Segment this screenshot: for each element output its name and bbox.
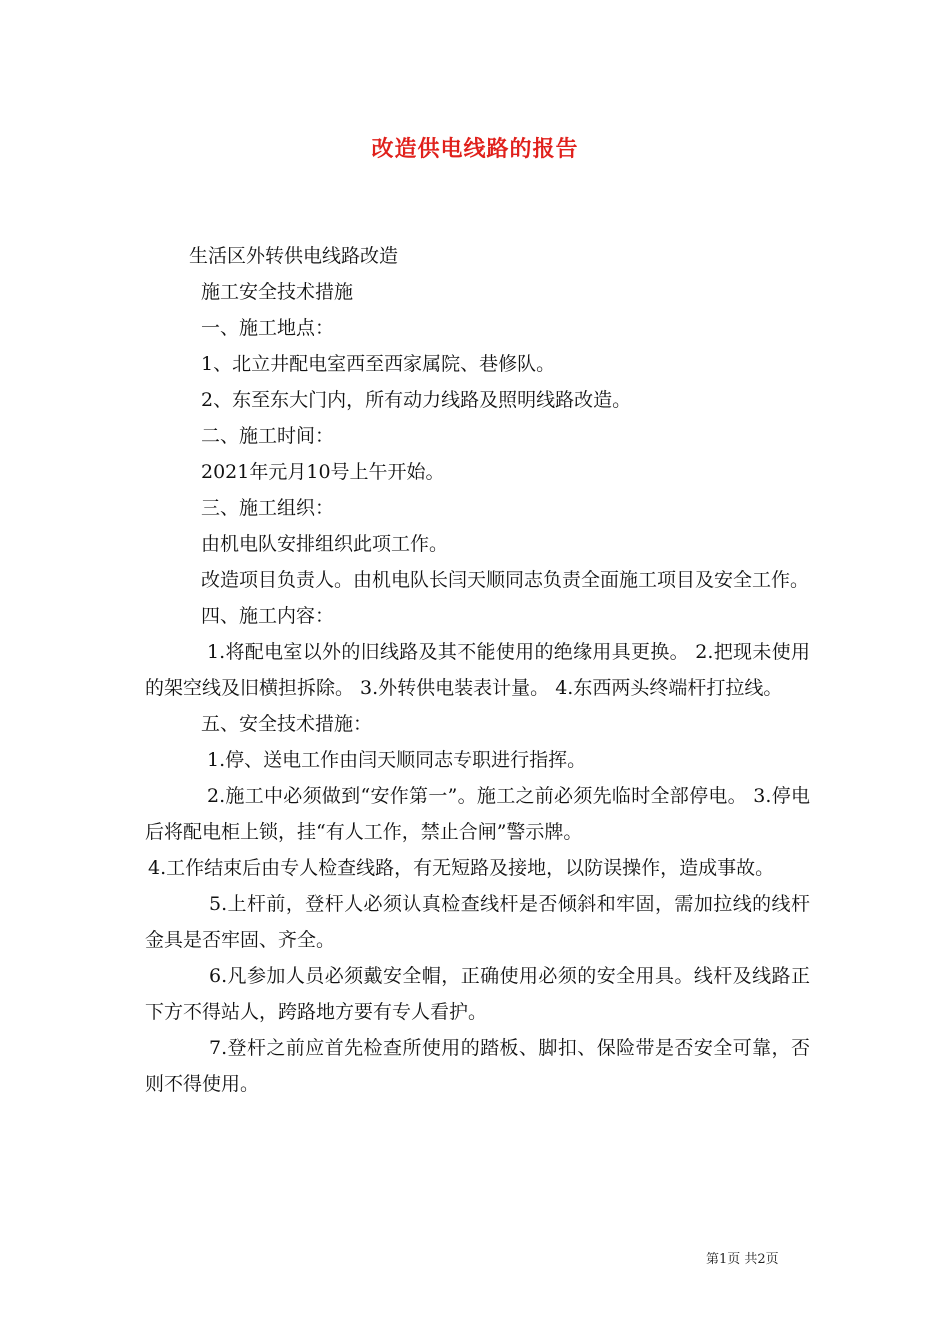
paragraph: 由机电队安排组织此项工作。	[201, 533, 449, 555]
document-title: 改造供电线路的报告	[371, 136, 579, 162]
section-heading: 五、安全技术措施：	[201, 713, 373, 735]
list-item: 7.登杆之前应首先检查所使用的踏板、脚扣、保险带是否安全可靠，否则不得使用。	[145, 1037, 810, 1095]
page-number: 第1页 共2页	[706, 1252, 779, 1267]
list-item: 1、北立井配电室西至西家属院、巷修队。	[201, 353, 556, 375]
paragraph: 1.将配电室以外的旧线路及其不能使用的绝缘用具更换。 2.把现未使用的架空线及旧横担拆除。 3.外转供电装表计量。 4.东西两头终端杆打拉线。	[145, 641, 810, 699]
section-heading: 四、施工内容：	[201, 605, 335, 627]
paragraph: 改造项目负责人。由机电队长闫天顺同志负责全面施工项目及安全工作。	[201, 569, 810, 591]
paragraph: 生活区外转供电线路改造	[189, 245, 399, 267]
document-body	[145, 238, 810, 1102]
list-item: 4.工作结束后由专人检查线路，有无短路及接地，以防误操作，造成事故。	[148, 857, 775, 879]
list-item: 2、东至东大门内，所有动力线路及照明线路改造。	[201, 389, 632, 411]
section-heading: 二、施工时间：	[201, 425, 335, 447]
list-item: 1.停、送电工作由闫天顺同志专职进行指挥。	[207, 749, 587, 771]
list-item: 5.上杆前，登杆人必须认真检查线杆是否倾斜和牢固，需加拉线的线杆金具是否牢固、齐全。	[145, 893, 810, 951]
list-item: 6.凡参加人员必须戴安全帽，正确使用必须的安全用具。线杆及线路正下方不得站人，跨路地方要有专人看护。	[145, 965, 810, 1023]
section-heading: 三、施工组织：	[201, 497, 335, 519]
paragraph: 施工安全技术措施	[201, 281, 354, 303]
list-item: 2.施工中必须做到“安作第一”。施工之前必须先临时全部停电。 3.停电后将配电柜上锁，挂“有人工作，禁止合闸”警示牌。	[145, 785, 810, 843]
section-heading: 一、施工地点：	[201, 317, 335, 339]
paragraph: 2021年元月10号上午开始。	[201, 461, 445, 483]
